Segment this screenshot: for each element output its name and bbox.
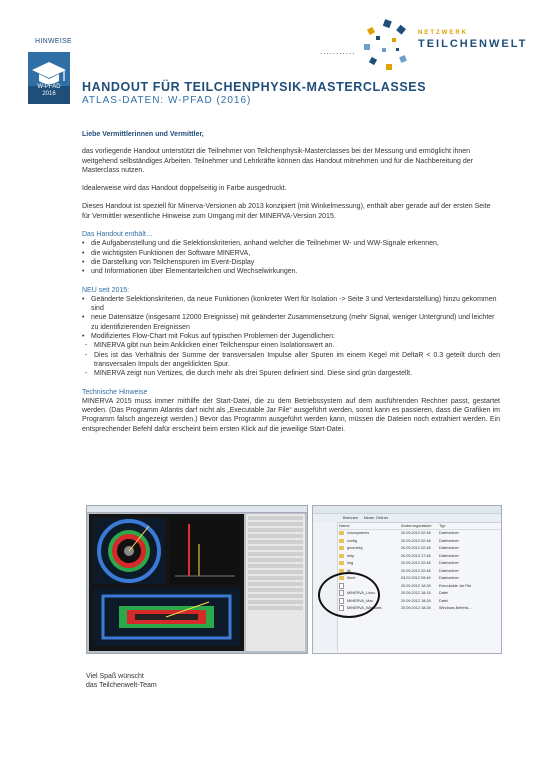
file-name-text: colorsystems xyxy=(347,531,370,535)
file-type: Dateiordner xyxy=(439,576,459,580)
logo-small-text: NETZWERK xyxy=(418,30,468,36)
file-date: 20.09.2012 18:28 xyxy=(401,606,431,610)
file-name xyxy=(339,560,401,568)
list-item: - MINERVA zeigt nun Vertizes, die durch mehr als drei Spuren definiert sind. Diese sind grün dargestellt. xyxy=(82,369,500,378)
file-date: 20.09.2012 18:28 xyxy=(401,598,431,603)
file-date: 20.09.2012 02:48 xyxy=(401,531,431,535)
event-info-panel xyxy=(246,514,305,651)
file-type: Dateiordner xyxy=(439,538,459,543)
intro-paragraph: das vorliegende Handout unterstützt die Teilnehmer von Teilchenphysik-Masterclasses bei der Messung und ermöglicht ihnen weitgehend selbständiges Arbeiten. Teilnehmer und Lehrkräfte können das Handout mitnehmen und für die Nachbereitung der Masterclass nutzen. xyxy=(82,148,473,174)
list-item: • die Aufgabenstellung und die Selektionskriterien, anhand welcher die Teilnehmer W- und WW-Signale erkennen, xyxy=(82,239,500,248)
event-display-screenshot xyxy=(86,505,308,654)
signoff-line2: das Teilchenwelt-Team xyxy=(86,682,157,689)
list-item: • die Darstellung von Teilchenspuren im Event-Display xyxy=(82,258,500,267)
folder-icon xyxy=(339,561,344,565)
file-name xyxy=(339,530,401,538)
new-folder-button[interactable]: Neuer Ordner xyxy=(363,515,389,520)
tech-heading: Technische Hinweise xyxy=(82,388,148,396)
file-name xyxy=(339,545,401,553)
file-name-text: help xyxy=(347,553,355,558)
file-name-text: ifront xyxy=(347,576,356,580)
column-type[interactable]: Typ xyxy=(439,523,446,528)
file-type: Executable Jar File xyxy=(439,583,472,588)
version-note: Dieses Handout ist speziell für Minerva-Versionen ab 2013 konzipiert (mit Winkelmessung), enthält aber gerade auf der ersten Seite für Vermittler wesentliche Hinweise zum Umgang mit der MINERVA-Version 2015. xyxy=(82,203,491,220)
path-tag-line2: 2016 xyxy=(42,91,56,97)
list-item: - MINERVA gibt nun beim Anklicken einer Teilchenspur einen Isolationswert an. xyxy=(82,341,500,350)
file-type: Dateiordner xyxy=(439,561,459,565)
signoff-line1: Viel Spaß wünscht xyxy=(86,673,144,680)
file-date: 20.09.2012 18:18 xyxy=(401,591,431,595)
folder-icon xyxy=(339,554,344,558)
contains-list xyxy=(82,239,500,276)
print-note: Idealerweise wird das Handout doppelseitig in Farbe ausgedruckt. xyxy=(82,185,287,193)
file-type: Datei xyxy=(439,591,448,595)
list-item: • Geänderte Selektionskriterien, da neue Funktionen (konkreter Wert für Isolation -> Seite 3 und Vertexdarstellung) hinzu gekommen sind xyxy=(82,295,500,314)
page-title: HANDOUT FÜR TEILCHENPHYSIK-MASTERCLASSES xyxy=(82,80,427,94)
explorer-header xyxy=(339,522,501,530)
file-type: Datei xyxy=(439,598,448,603)
file-type: Dateiordner xyxy=(439,546,459,550)
file-row[interactable] xyxy=(339,545,501,553)
highlight-circle xyxy=(318,572,380,618)
column-name[interactable]: Name xyxy=(339,523,350,528)
file-name-text: lib xyxy=(347,568,351,573)
page-subtitle: ATLAS-DATEN: W-PFAD (2016) xyxy=(82,95,252,106)
folder-icon xyxy=(339,546,344,550)
file-name-text: MINERVA_Mac xyxy=(347,598,374,603)
new-heading: NEU seit 2015: xyxy=(82,286,130,294)
file-type: Dateiordner xyxy=(439,531,459,535)
sidebar-label: HINWEISE xyxy=(35,38,73,45)
logo-big-text: TEILCHENWELT xyxy=(418,38,528,50)
file-type: Windows-Befehls... xyxy=(439,606,472,610)
netzwerk-logo-icon xyxy=(362,18,416,77)
list-item: • und Informationen über Elementarteilchen und Wechselwirkungen. xyxy=(82,267,500,276)
list-item: - Dies ist das Verhältnis der Summe der transversalen Impulse aller Spuren im einem Kegel mit DeltaR < 0.3 geteilt durch den transversalen Impuls der angeklickten Spur. xyxy=(82,351,500,370)
file-date: 20.09.2013 17:48 xyxy=(401,553,431,558)
file-type: Dateiordner xyxy=(439,568,459,573)
logo-dots: ........... xyxy=(320,47,356,56)
file-name-text: MINERVA_Windows xyxy=(347,606,382,610)
file-date: 20.09.2012 02:48 xyxy=(401,538,431,543)
folder-icon xyxy=(339,531,344,535)
file-date: 20.09.2012 02:48 xyxy=(401,568,431,573)
tech-paragraph: MINERVA 2015 muss immer mithilfe der Start-Datei, die zu dem Betriebssystem auf dem ausführenden Rechner passt, gestartet werden. (Das Programm Atlantis darf nicht als „Executable Jar File“ ausgeführt werden, sonst kann es passieren, dass die Grafiken im Programm falsch angezeigt werden.) Bevor das Programm ausgeführt werden kann, müssen die Dateien noch extrahiert werden. Ein entsprechender Befehl dafür erscheint beim ersten Klick auf die jeweilige Start-Datei. xyxy=(82,397,500,433)
list-item: • die wichtigsten Funktionen der Software MINERVA, xyxy=(82,249,500,258)
new-sublist xyxy=(82,341,500,378)
column-date[interactable]: Änderungsdatum xyxy=(401,523,432,528)
main-content xyxy=(82,130,500,434)
list-item: • neue Datensätze (insgesamt 12000 Ereignisse) mit geänderter Zusammensetzung (mehr Signal, weniger Untergrund) und leichter zu identifizierenden Ereignissen xyxy=(82,313,500,332)
file-date: 20.09.2012 02:48 xyxy=(401,546,431,550)
event-display-panel xyxy=(89,514,244,651)
contains-heading: Das Handout enthält… xyxy=(82,231,153,239)
burn-button[interactable]: Brennen xyxy=(343,515,359,520)
file-row[interactable] xyxy=(339,530,501,538)
new-list xyxy=(82,295,500,341)
file-name-text: MINERVA_Linux xyxy=(347,591,376,595)
folder-icon xyxy=(339,539,344,543)
file-date: 20.09.2012 02:48 xyxy=(401,561,431,565)
list-item: • Modifiziertes Flow-Chart mit Fokus auf typischen Problemen der Jugendlichen: xyxy=(82,332,500,341)
file-row[interactable] xyxy=(339,553,501,561)
path-tag-line1: W-PFAD xyxy=(37,84,61,90)
file-name-text: config xyxy=(347,538,358,543)
file-name xyxy=(339,553,401,561)
file-date: 20.09.2012 18:28 xyxy=(401,583,431,588)
file-type: Dateiordner xyxy=(439,553,459,558)
file-row[interactable] xyxy=(339,538,501,546)
path-tag xyxy=(28,84,70,98)
file-name-text: geometry xyxy=(347,546,363,550)
file-name xyxy=(339,538,401,546)
file-name-text: img xyxy=(347,561,354,565)
file-row[interactable] xyxy=(339,560,501,568)
file-date: 03.02.2012 09:48 xyxy=(401,576,431,580)
signoff xyxy=(86,672,157,690)
greeting: Liebe Vermittlerinnen und Vermittler, xyxy=(82,131,204,138)
